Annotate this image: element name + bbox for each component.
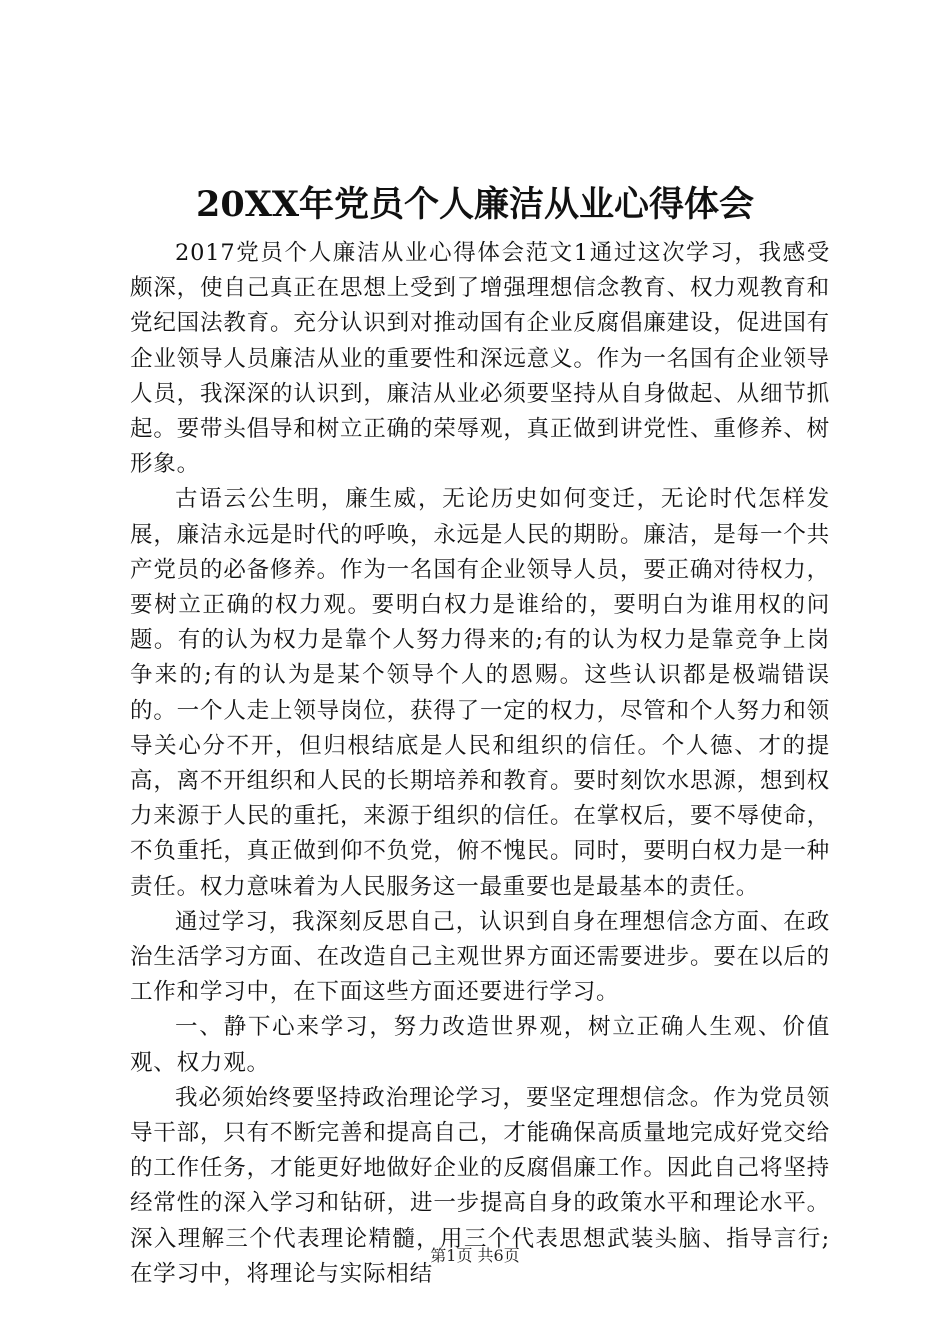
document-title: 20XX年党员个人廉洁从业心得体会 [195,184,755,225]
paragraph: 通过学习，我深刻反思自己，认识到自身在理想信念方面、在政治生活学习方面、在改造自己主观世界方面还需要进步。要在以后的工作和学习中，在下面这些方面还要进行学习。 [130,908,830,1006]
page-footer: 第1页 共6页 [430,1246,520,1265]
paragraph: 2017党员个人廉洁从业心得体会范文1通过这次学习，我感受颇深，使自己真正在思想上受到了增强理想信念教育、权力观教育和党纪国法教育。充分认识到对推动国有企业反腐倡廉建设，促进国有企业领导人员廉洁从业的重要性和深远意义。作为一名国有企业领导人员，我深深的认识到，廉洁从业必须要坚持从自身做起、从细节抓起。要带头倡导和树立正确的荣辱观，真正做到讲党性、重修养、树形象。 [130,240,830,478]
paragraph: 我必须始终要坚持政治理论学习，要坚定理想信念。作为党员领导干部，只有不断完善和提高自己，才能确保高质量地完成好党交给的工作任务，才能更好地做好企业的反腐倡廉工作。因此自己将坚持经常性的深入学习和钻研，进一步提高自身的政策水平和理论水平。深入理解三个代表理论精髓，用三个代表思想武装头脑、指导言行;在学习中，将理论与实际相结 [130,1084,830,1287]
document-body [130,236,830,1292]
paragraph: 一、静下心来学习，努力改造世界观，树立正确人生观、价值观、权力观。 [130,1014,830,1076]
paragraph: 古语云公生明，廉生威，无论历史如何变迁，无论时代怎样发展，廉洁永远是时代的呼唤，永远是人民的期盼。廉洁，是每一个共产党员的必备修养。作为一名国有企业领导人员，要正确对待权力，要树立正确的权力观。要明白权力是谁给的，要明白为谁用权的问题。有的认为权力是靠个人努力得来的;有的认为权力是靠竞争上岗争来的;有的认为是某个领导个人的恩赐。这些认识都是极端错误的。一个人走上领导岗位，获得了一定的权力，尽管和个人努力和领导关心分不开，但归根结底是人民和组织的信任。个人德、才的提高，离不开组织和人民的长期培养和教育。要时刻饮水思源，想到权力来源于人民的重托，来源于组织的信任。在掌权后，要不辱使命，不负重托，真正做到仰不负党，俯不愧民。同时，要明白权力是一种责任。权力意味着为人民服务这一最重要也是最基本的责任。 [130,486,830,900]
